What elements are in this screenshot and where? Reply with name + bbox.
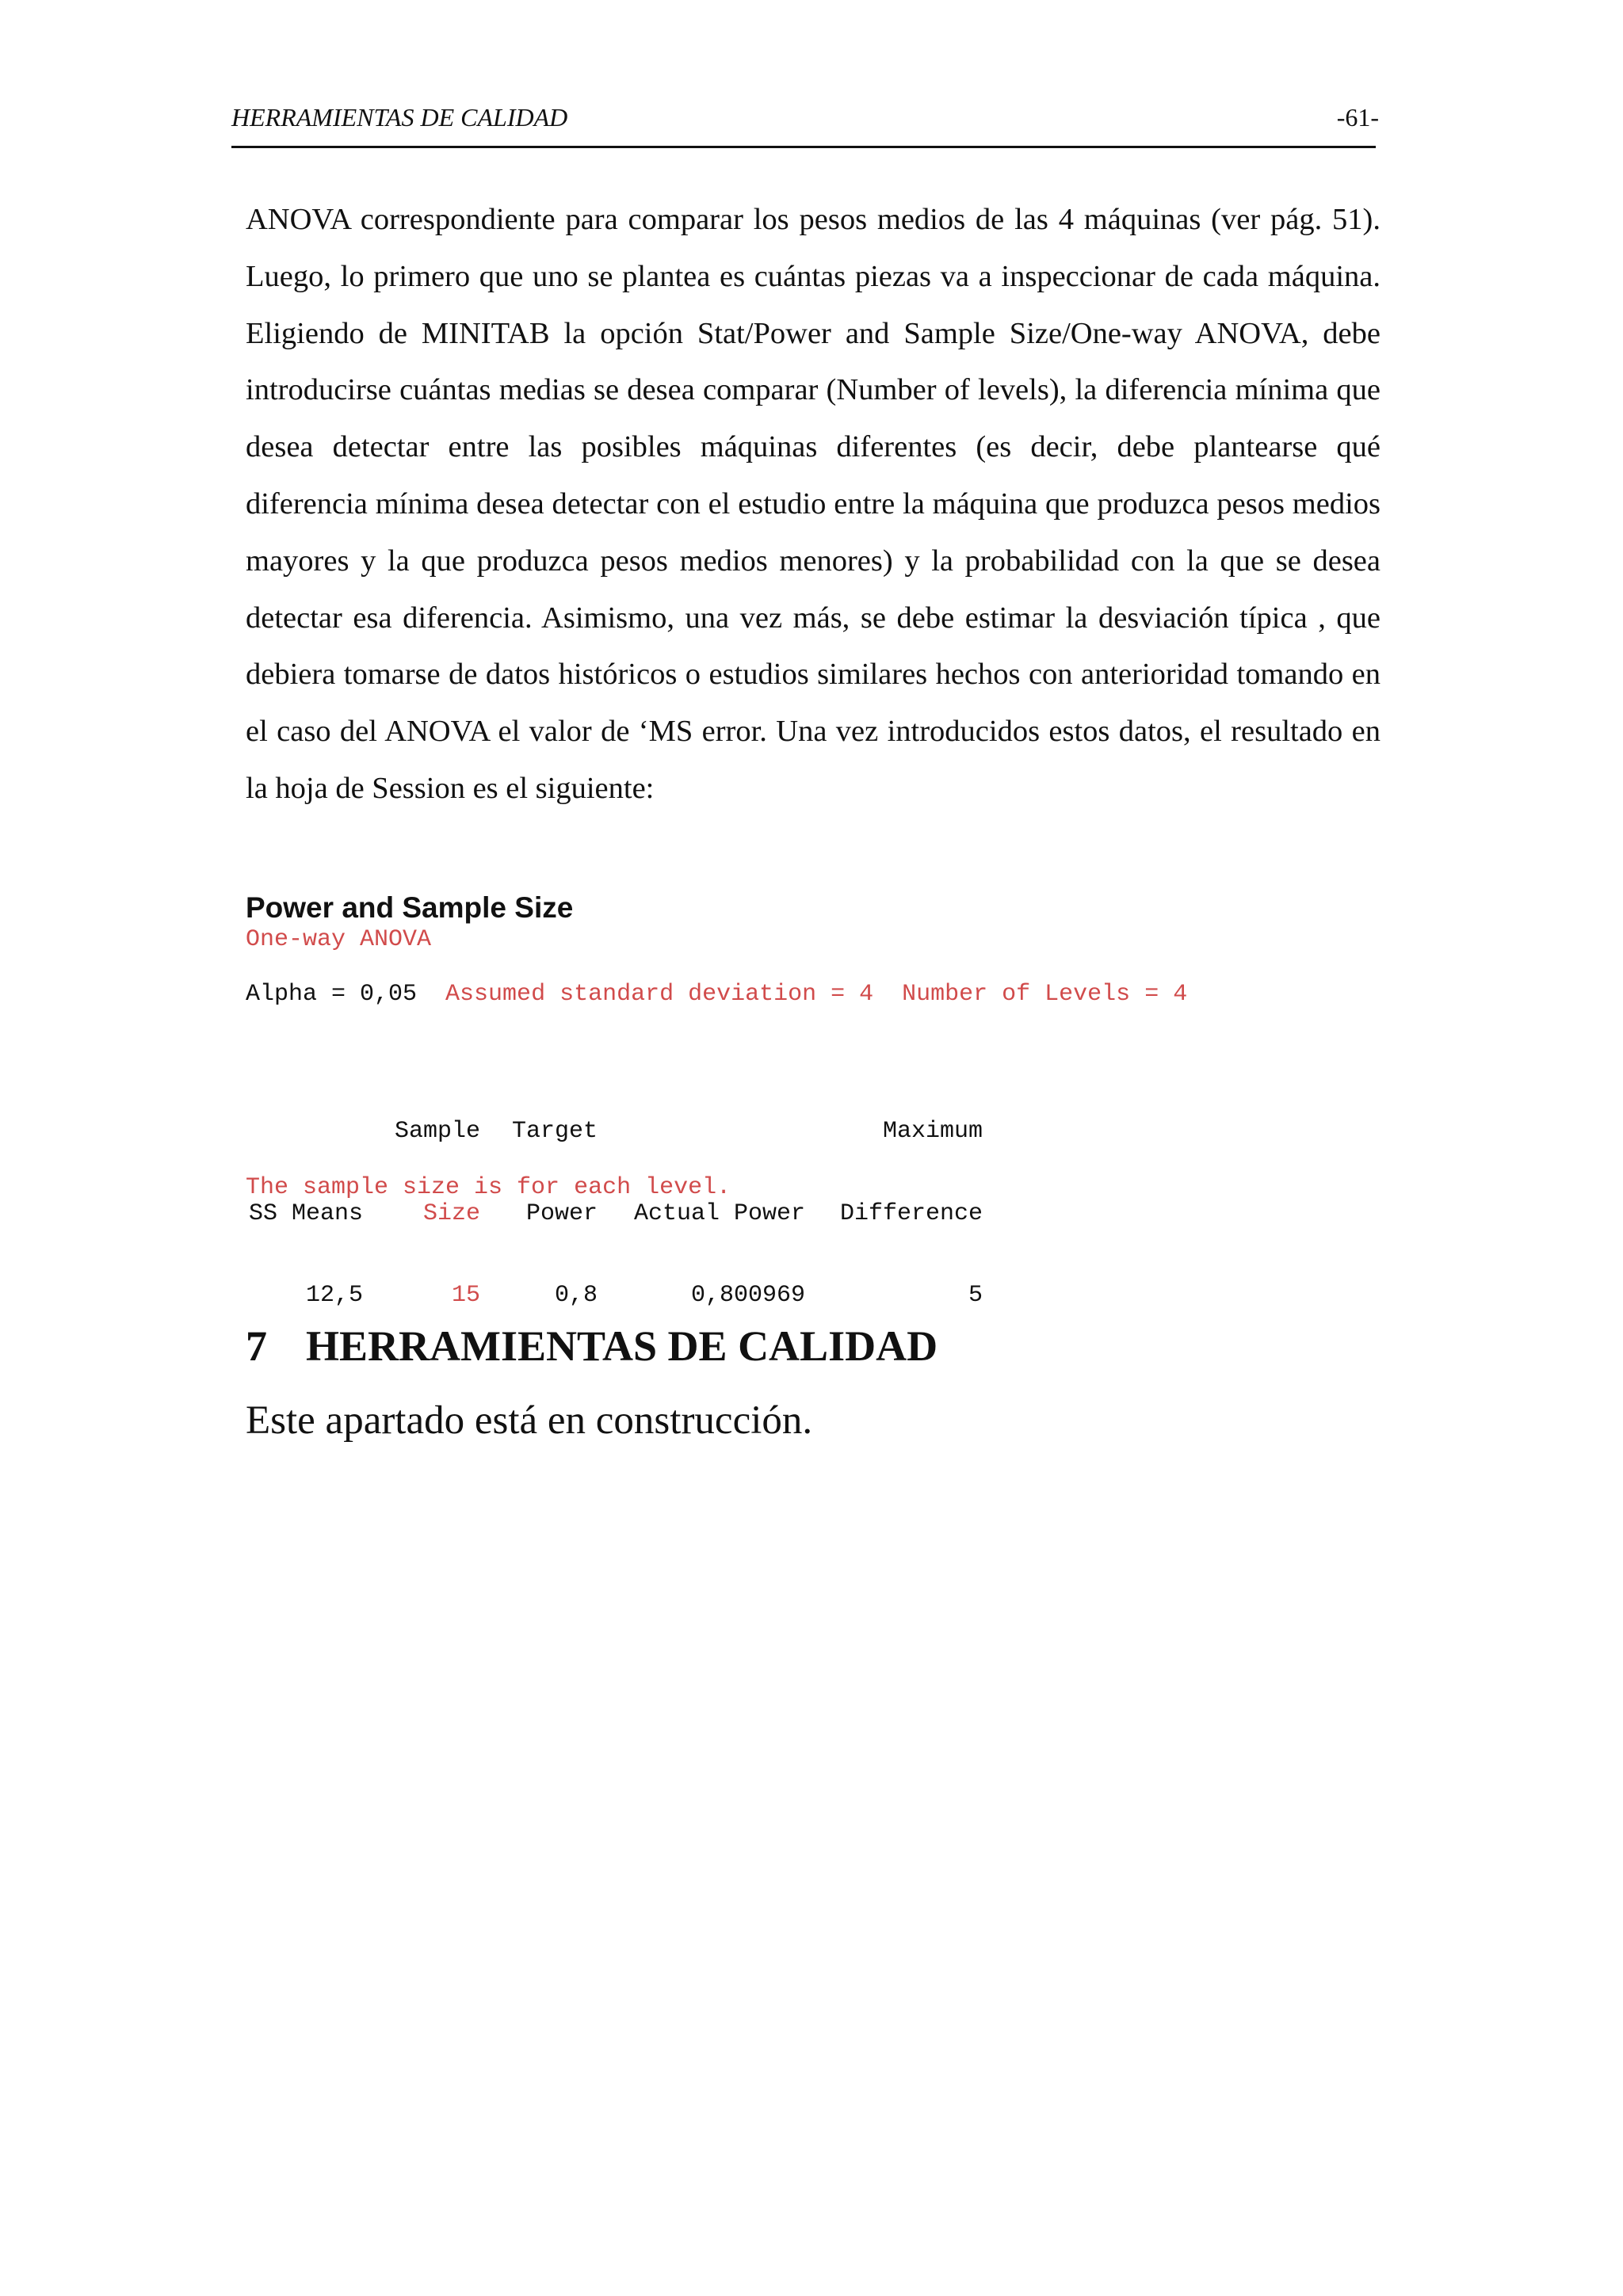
table-header-cell: Difference [839,1199,983,1227]
table-header-cell: Target [511,1118,598,1145]
table-row [246,1282,991,1310]
output-heading: Power and Sample Size [246,891,574,924]
table-cell: 15 [451,1282,480,1309]
header-title: HERRAMIENTAS DE CALIDAD [231,103,568,132]
parameters-line [246,980,1187,1009]
alpha-value: Alpha = 0,05 [246,981,418,1008]
anova-subtitle: One-way ANOVA [246,926,432,953]
table-header-row [246,1118,991,1146]
table-header-cell: Maximum [882,1118,983,1145]
table-header-cell: Sample [394,1118,480,1145]
section-body: Este apartado está en construcción. [246,1398,813,1443]
section-heading [246,1318,938,1374]
body-paragraph: ANOVA correspondiente para comparar los pesos medios de las 4 máquinas (ver pág. 51). Luego, lo primero que uno se plantea es cuántas piezas va a inspeccionar de cada máquina. Eligiendo de MINITAB la opción Stat/Power and Sample Size/One-way ANOVA, debe introducirse cuántas medias se desea comparar (Number of levels), la diferencia mínima que desea detectar entre las posibles máquinas diferentes (es decir, debe plantearse qué diferencia mínima desea detectar con el estudio entre la máquina que produzca pesos medios mayores y la que produzca pesos medios menores) y la probabilidad con la que se desea detectar esa diferencia. Asimismo, una vez más, se debe estimar la desviación típica , que debiera tomarse de datos históricos o estudios similares hechos con anterioridad tomando en el caso del ANOVA el valor de ‘MS error. Una vez introducidos estos datos, el resultado en la hoja de Session es el siguiente: [246,203,1381,805]
table-header-cell: SS Means [248,1199,363,1227]
table-cell: 0,8 [554,1282,598,1309]
running-header [231,97,1379,138]
levels-value: Number of Levels = 4 [902,981,1188,1008]
table-header-cell: Size [422,1199,480,1227]
table-header-cell: Actual Power [633,1199,805,1227]
std-dev-value: Assumed standard deviation = 4 [445,981,874,1008]
table-cell: 12,5 [305,1282,363,1309]
page-number: -61- [1336,103,1379,132]
table-cell: 0,800969 [690,1282,805,1309]
header-rule [231,146,1376,148]
section-title: HERRAMIENTAS DE CALIDAD [306,1322,938,1370]
table-cell: 5 [968,1282,983,1309]
table-header-row [246,1200,991,1229]
table-header-cell: Power [525,1199,598,1227]
section-number: 7 [246,1322,267,1370]
sample-size-note: The sample size is for each level. [246,1174,731,1201]
